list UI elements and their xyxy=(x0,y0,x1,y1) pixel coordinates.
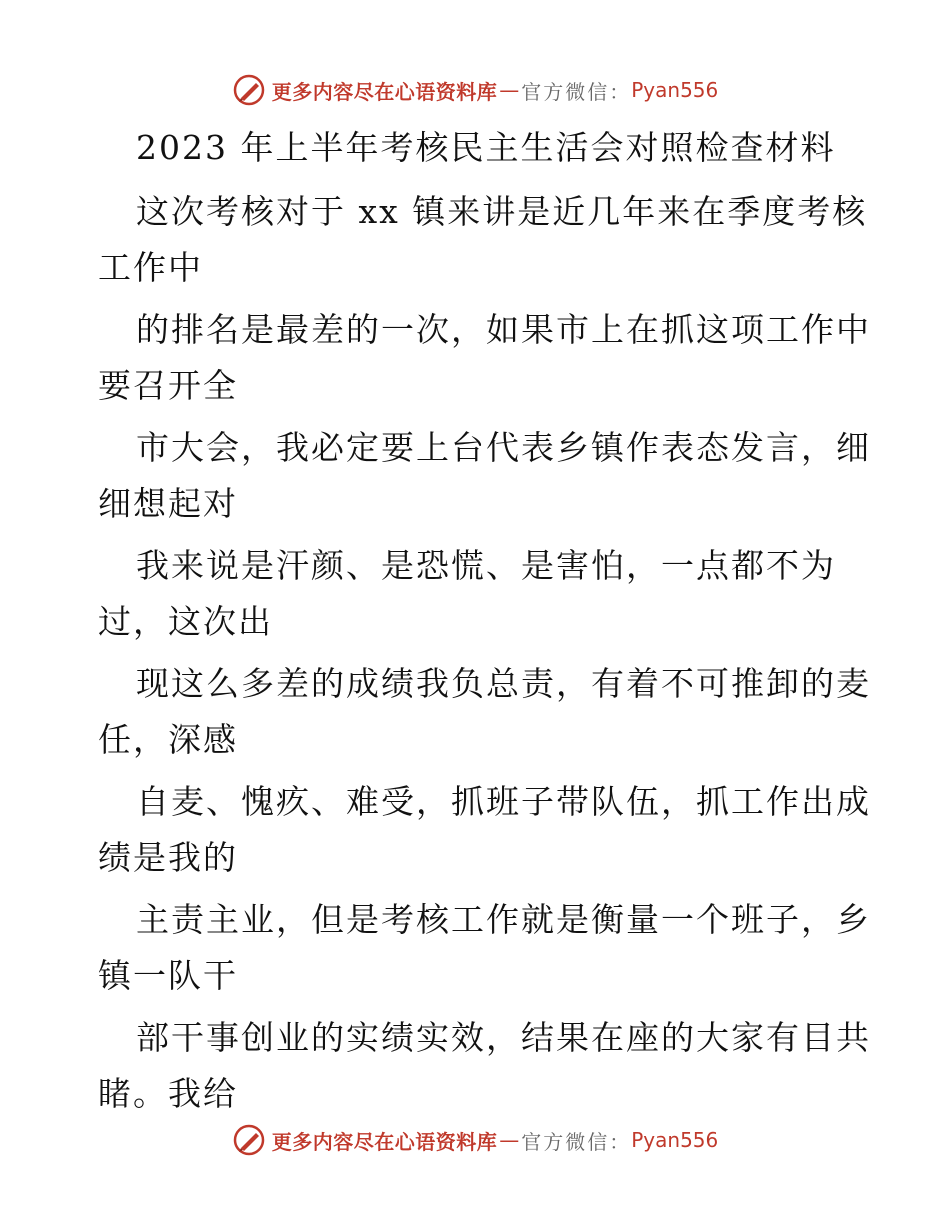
footer-banner xyxy=(0,1120,950,1160)
paragraph-line: 的排名是最差的一次，如果市上在抓这项工作中 xyxy=(136,310,871,349)
paragraph-line: 这次考核对于 xx 镇来讲是近几年来在季度考核 xyxy=(136,192,868,231)
banner-dash: — xyxy=(499,1128,520,1152)
quill-pen-circle-icon xyxy=(232,73,266,107)
quill-pen-circle-icon xyxy=(232,1123,266,1157)
paragraph-line: 现这么多差的成绩我负总责，有着不可推卸的麦 xyxy=(136,664,871,703)
paragraph-line-wrap: 任，深感 xyxy=(98,720,238,759)
paragraph-line: 主责主业，但是考核工作就是衡量一个班子，乡 xyxy=(136,900,871,939)
paragraph-line-wrap: 睹。我给 xyxy=(98,1074,238,1113)
paragraph-line: 我来说是汗颜、是恐慌、是害怕，一点都不为 xyxy=(136,546,836,585)
paragraph-line-wrap: 工作中 xyxy=(98,248,203,287)
paragraph-line: 自麦、愧疚、难受，抓班子带队伍，抓工作出成 xyxy=(136,782,871,821)
banner-dash: — xyxy=(499,78,520,102)
paragraph-line-wrap: 绩是我的 xyxy=(98,838,238,877)
header-banner xyxy=(0,70,950,110)
banner-site-name: 更多内容尽在心语资料库 xyxy=(271,79,498,104)
paragraph-line-wrap: 细想起对 xyxy=(98,484,238,523)
paragraph-block xyxy=(98,184,871,1122)
banner-wechat-label: 官方微信： xyxy=(521,1129,632,1154)
paragraph-line-wrap: 镇一队干 xyxy=(98,956,238,995)
paragraph-line: 市大会，我必定要上台代表乡镇作表态发言，细 xyxy=(136,428,871,467)
paragraph-line-wrap: 要召开全 xyxy=(98,366,238,405)
banner-wechat-id: Pyan556 xyxy=(631,78,719,102)
document-body xyxy=(98,120,871,1128)
paragraph-line-wrap: 过，这次出 xyxy=(98,602,273,641)
banner-wechat-label: 官方微信： xyxy=(521,79,632,104)
banner-site-name: 更多内容尽在心语资料库 xyxy=(271,1129,498,1154)
paragraph-line: 部干事创业的实绩实效，结果在座的大家有目共 xyxy=(136,1018,871,1057)
document-title: 2023 年上半年考核民主生活会对照检查材料 xyxy=(136,128,836,167)
banner-wechat-id: Pyan556 xyxy=(631,1128,719,1152)
